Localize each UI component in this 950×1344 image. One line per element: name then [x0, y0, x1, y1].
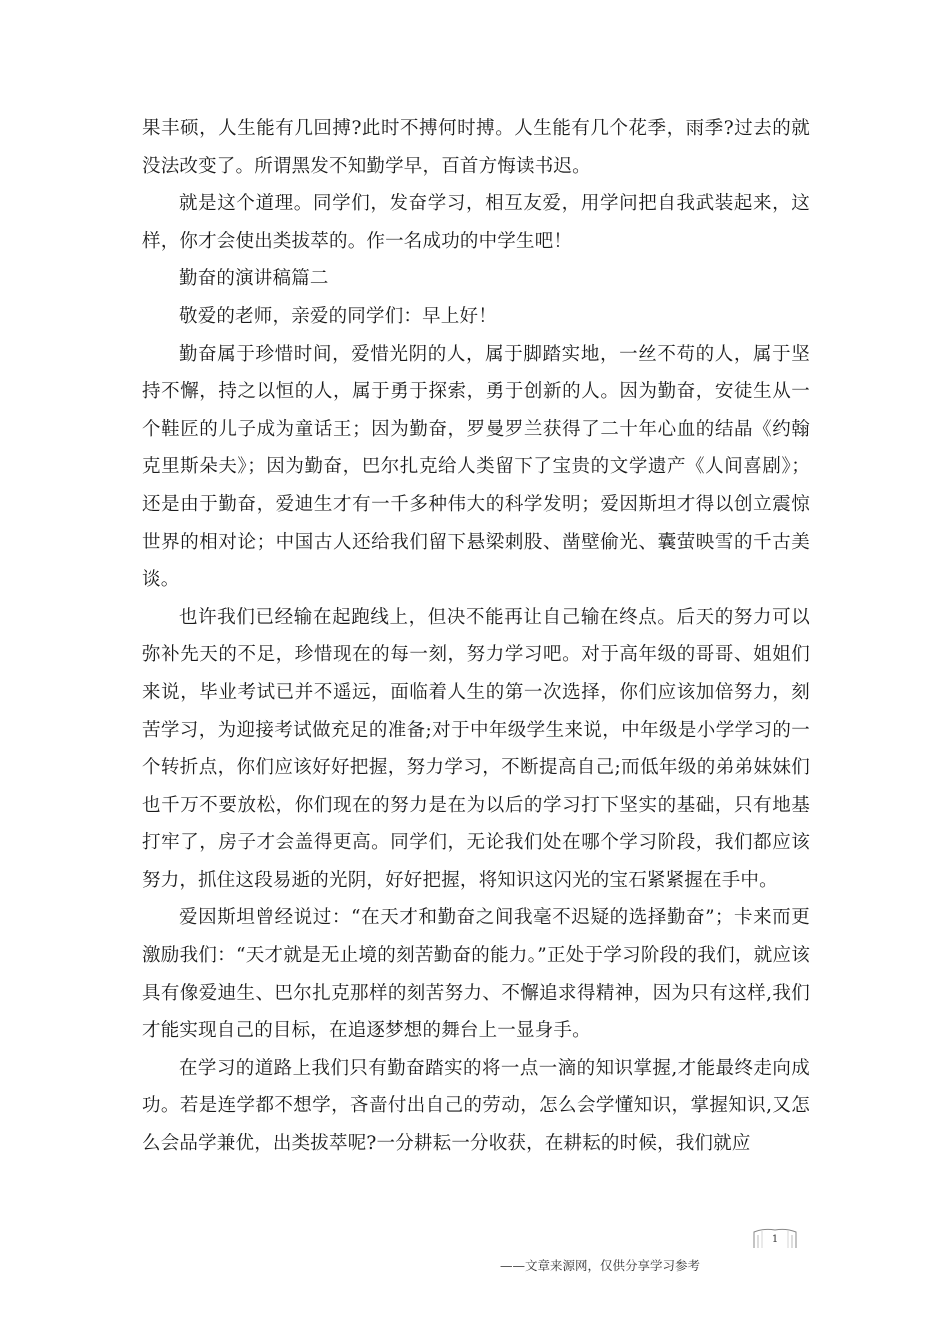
paragraph-3: 勤奋属于珍惜时间，爱惜光阴的人，属于脚踏实地，一丝不苟的人，属于坚持不懈，持之以恒的人，属于勇于探索，勇于创新的人。因为勤奋，安徒生从一个鞋匠的儿子成为童话王；因为勤奋，罗曼罗兰获得了二十年心血的结晶《约翰克里斯朵夫》；因为勤奋，巴尔扎克给人类留下了宝贵的文学遗产《人间喜剧》；还是由于勤奋，爱迪生才有一千多种伟大的科学发明；爱因斯坦才得以创立震惊世界的相对论；中国古人还给我们留下悬梁刺股、凿壁偷光、囊萤映雪的千古美谈。	[142, 343, 810, 591]
section-heading: 勤奋的演讲稿篇二	[179, 268, 329, 290]
document-body	[142, 110, 810, 1163]
paragraph-4: 也许我们已经输在起跑线上，但决不能再让自己输在终点。后天的努力可以弥补先天的不足，珍惜现在的每一刻，努力学习吧。对于高年级的哥哥、姐姐们来说，毕业考试已并不遥远，面临着人生的第一次选择，你们应该加倍努力，刻苦学习，为迎接考试做充足的准备;对于中年级学生来说，中年级是小学学习的一个转折点，你们应该好好把握，努力学习，不断提高自己;而低年级的弟弟妹妹们也千万不要放松，你们现在的努力是在为以后的学习打下坚实的基础，只有地基打牢了，房子才会盖得更高。同学们，无论我们处在哪个学习阶段，我们都应该努力，抓住这段易逝的光阴，好好把握，将知识这闪光的宝石紧紧握在手中。	[142, 606, 810, 891]
paragraph-5: 爱因斯坦曾经说过：“在天才和勤奋之间我毫不迟疑的选择勤奋”；卡来而更激励我们：“天才就是无止境的刻苦勤奋的能力。”正处于学习阶段的我们，就应该具有像爱迪生、巴尔扎克那样的刻苦努力、不懈追求得精神，因为只有这样,我们才能实现自己的目标，在追逐梦想的舞台上一显身手。	[142, 907, 810, 1042]
footer-source-note: ——文章来源网，仅供分享学习参考	[500, 1258, 701, 1273]
paragraph-6: 在学习的道路上我们只有勤奋踏实的将一点一滴的知识掌握,才能最终走向成功。若是连学都不想学，吝啬付出自己的劳动，怎么会学懂知识，掌握知识,又怎么会品学兼优，出类拔萃呢?一分耕耘一分收获，在耕耘的时候，我们就应	[142, 1057, 810, 1155]
greeting: 敬爱的老师，亲爱的同学们：早上好！	[179, 305, 497, 327]
paragraph-1: 果丰硕，人生能有几回搏?此时不搏何时搏。人生能有几个花季，雨季?过去的就没法改变了。所谓黑发不知勤学早，百首方悔读书迟。	[142, 118, 810, 177]
page-number: 1	[771, 1234, 779, 1245]
paragraph-2: 就是这个道理。同学们，发奋学习，相互友爱，用学问把自我武装起来，这样，你才会使出类拔萃的。作一名成功的中学生吧！	[142, 193, 810, 252]
page-number-badge	[752, 1226, 798, 1250]
